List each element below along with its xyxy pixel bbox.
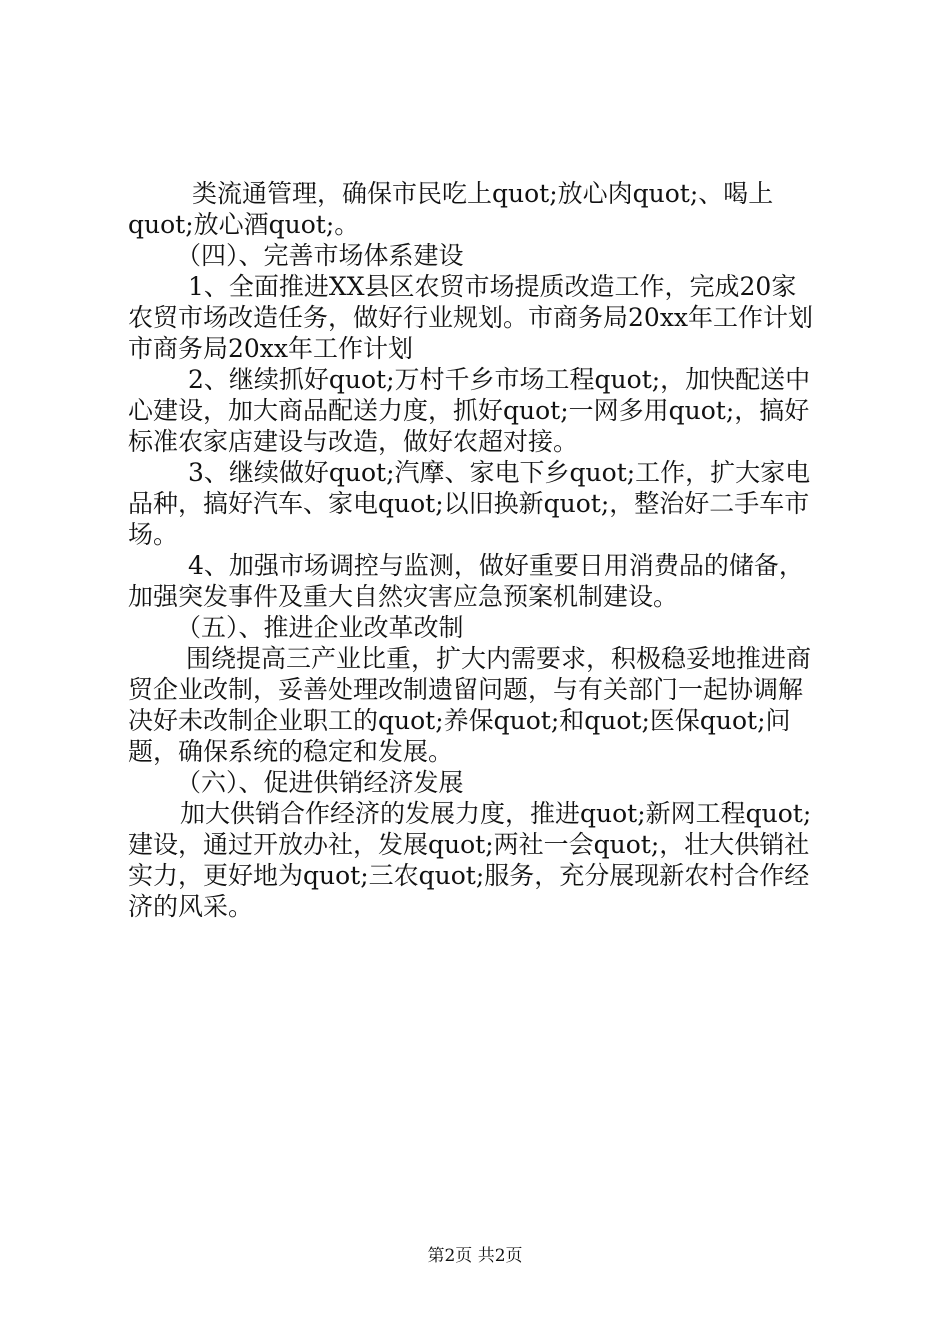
text-line: 围绕提高三产业比重，扩大内需要求，积极稳妥地推进商 bbox=[186, 644, 812, 673]
text-line: quot;放心酒quot;。 bbox=[128, 210, 360, 239]
section-heading-6: （六）、促进供销经济发展 bbox=[176, 768, 464, 797]
text-line: 1、全面推进XX县区农贸市场提质改造工作，完成20家 bbox=[188, 272, 797, 301]
text-line: 2、继续抓好quot;万村千乡市场工程quot;，加快配送中 bbox=[188, 365, 811, 394]
text-line: 建设，通过开放办社，发展quot;两社一会quot;，壮大供销社 bbox=[128, 830, 810, 859]
document-body bbox=[128, 178, 832, 922]
text-line: 4、加强市场调控与监测，做好重要日用消费品的储备， bbox=[188, 551, 804, 580]
page-number-footer: 第2页 共2页 bbox=[427, 1246, 523, 1266]
text-line: 市商务局20xx年工作计划 bbox=[128, 334, 414, 363]
text-line: 品种，搞好汽车、家电quot;以旧换新quot;，整治好二手车市 bbox=[128, 489, 810, 518]
text-line: 题，确保系统的稳定和发展。 bbox=[128, 737, 454, 766]
section-heading-4: （四）、完善市场体系建设 bbox=[176, 241, 464, 270]
text-line: 类流通管理，确保市民吃上quot;放心肉quot;、喝上 bbox=[192, 179, 774, 208]
text-line: 贸企业改制，妥善处理改制遗留问题，与有关部门一起协调解 bbox=[128, 675, 804, 704]
text-line: 济的风采。 bbox=[128, 892, 254, 921]
text-line: 实力，更好地为quot;三农quot;服务，充分展现新农村合作经 bbox=[128, 861, 810, 890]
section-heading-5: （五）、推进企业改革改制 bbox=[176, 613, 464, 642]
text-line: 农贸市场改造任务，做好行业规划。市商务局20xx年工作计划 bbox=[128, 303, 814, 332]
text-line: 加大供销合作经济的发展力度，推进quot;新网工程quot; bbox=[180, 799, 812, 828]
text-line: 场。 bbox=[128, 520, 179, 549]
text-line: 决好未改制企业职工的quot;养保quot;和quot;医保quot;问 bbox=[128, 706, 791, 735]
text-line: 加强突发事件及重大自然灾害应急预案机制建设。 bbox=[128, 582, 679, 611]
text-line: 3、继续做好quot;汽摩、家电下乡quot;工作，扩大家电 bbox=[188, 458, 811, 487]
text-line: 心建设，加大商品配送力度，抓好quot;一网多用quot;，搞好 bbox=[128, 396, 810, 425]
text-line: 标准农家店建设与改造，做好农超对接。 bbox=[128, 427, 579, 456]
